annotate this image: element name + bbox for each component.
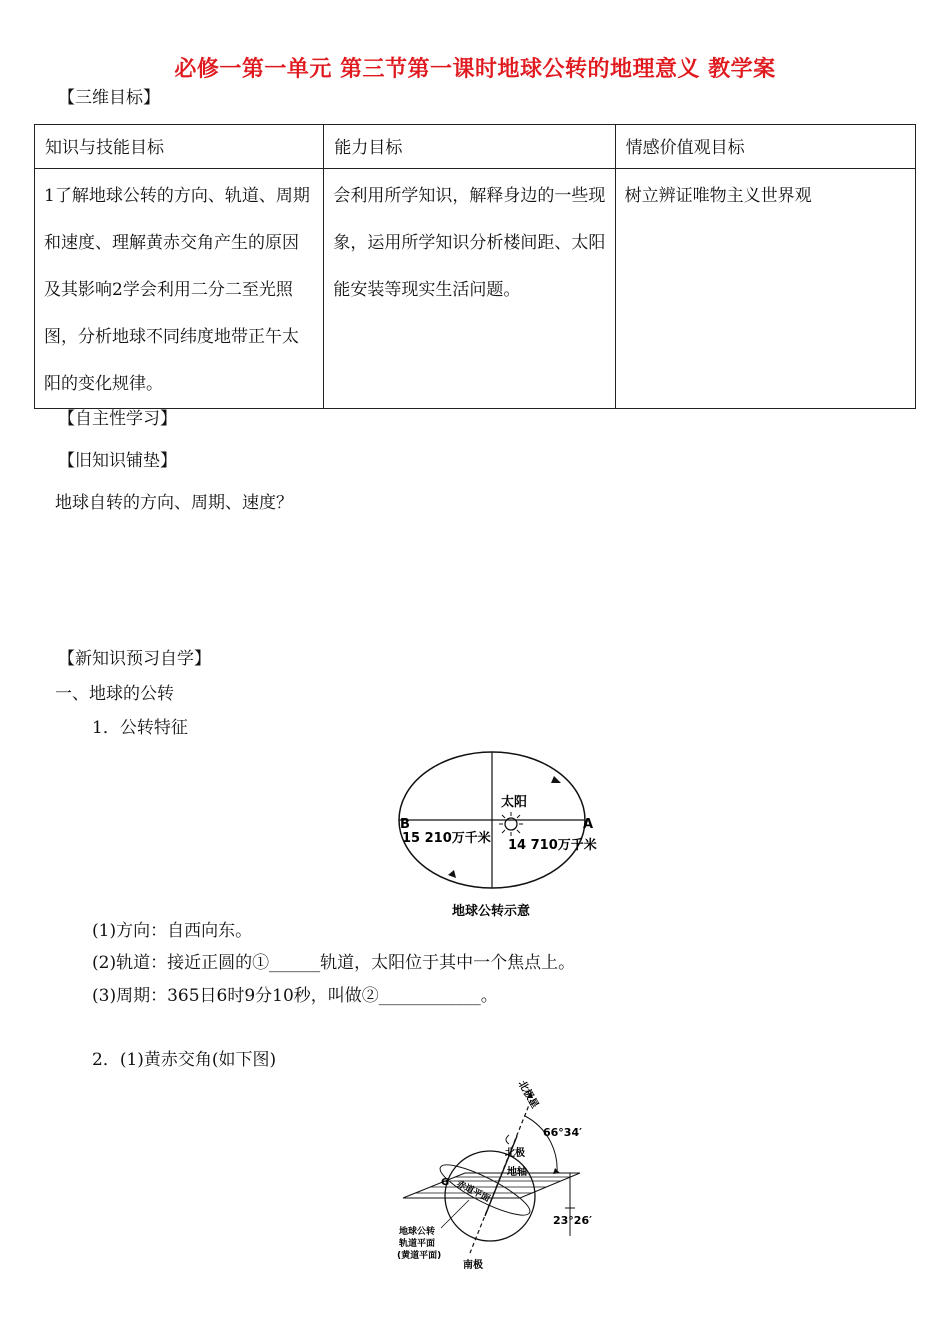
orbit-plane-label-3: (黄道平面) <box>397 1251 442 1261</box>
angle-66-label: 66°34′ <box>543 1126 583 1139</box>
header-knowledge: 知识与技能目标 <box>35 125 324 169</box>
point-g-label: G <box>441 1177 450 1188</box>
section-goals-heading: 【三维目标】 <box>58 88 160 108</box>
angle-arc <box>525 1116 557 1173</box>
section-self-study: 【自主性学习】 <box>58 409 177 429</box>
south-pole-label: 南极 <box>463 1260 483 1271</box>
cell-emotion: 树立辨证唯物主义世界观 <box>615 169 915 409</box>
distance-a: 14 710万千米 <box>508 838 597 853</box>
item-period: (3)周期：365日6时9分10秒，叫做②____________。 <box>92 986 498 1006</box>
north-pole-label: 北极 <box>505 1148 525 1159</box>
point-b-label: B <box>400 817 410 832</box>
heading-revolution-features: 1．公转特征 <box>92 718 188 738</box>
distance-b: 15 210万千米 <box>402 831 491 846</box>
orbit-plane-label-1: 地球公转 <box>399 1227 436 1237</box>
arrow-icon <box>551 776 561 783</box>
polaris-label: 北极星 <box>515 1078 541 1111</box>
heading-obliquity: 2．(1)黄赤交角(如下图) <box>92 1050 277 1070</box>
angle-23-label: 23°26′ <box>553 1214 593 1227</box>
item-direction: (1)方向：自西向东。 <box>92 921 253 941</box>
rotation-arrow-icon <box>506 1135 509 1144</box>
section-preview: 【新知识预习自学】 <box>58 649 211 669</box>
sun-icon <box>499 812 523 836</box>
cell-ability: 会利用所学知识，解释身边的一些现象，运用所学知识分析楼间距、太阳能安装等现实生活问题。 <box>324 169 615 409</box>
table-row <box>35 169 916 409</box>
arrow-icon <box>448 870 456 878</box>
obliquity-diagram <box>385 1078 600 1276</box>
orbit-diagram <box>380 750 610 922</box>
header-emotion: 情感价值观目标 <box>615 125 915 169</box>
heading-earth-revolution: 一、地球的公转 <box>55 684 174 704</box>
header-ability: 能力目标 <box>324 125 615 169</box>
item-orbit: (2)轨道：接近正圆的①______轨道，太阳位于其中一个焦点上。 <box>92 953 576 973</box>
table-header-row <box>35 125 916 169</box>
axis-label: 地轴 <box>507 1167 527 1178</box>
section-old-knowledge: 【旧知识铺垫】 <box>58 451 177 471</box>
arrow-icon <box>553 1168 560 1174</box>
page-title: 必修一第一单元 第三节第一课时地球公转的地理意义 教学案 <box>174 57 776 82</box>
cell-knowledge: 1了解地球公转的方向、轨道、周期和速度、理解黄赤交角产生的原因及其影响2学会利用二分二至光照图，分析地球不同纬度地带正午太阳的变化规律。 <box>35 169 324 409</box>
question-rotation: 地球自转的方向、周期、速度？ <box>55 493 293 513</box>
orbit-plane <box>403 1173 580 1198</box>
equator-plane-label: 赤道平面 <box>454 1179 492 1205</box>
sun-label: 太阳 <box>501 795 528 810</box>
orbit-plane-label-2: 轨道平面 <box>399 1239 436 1249</box>
point-a-label: A <box>583 817 594 832</box>
goals-table <box>34 124 916 409</box>
orbit-caption: 地球公转示意 <box>452 904 531 919</box>
